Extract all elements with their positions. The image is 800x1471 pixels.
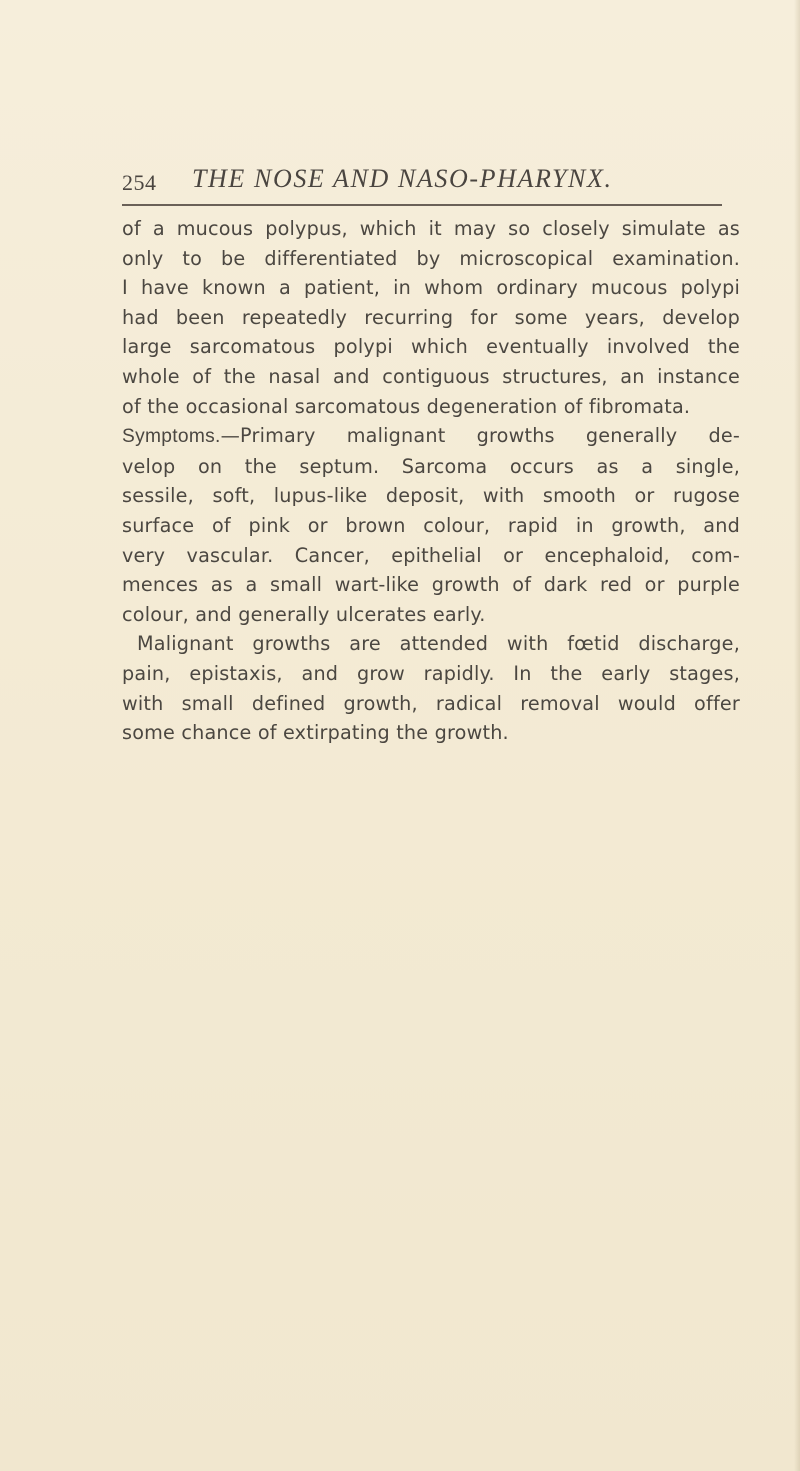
text-line: with small defined growth, radical removal would offer [122, 691, 740, 715]
text-line-rest: —Primary malignant growths generally de- [220, 424, 740, 448]
body-text [122, 214, 740, 748]
text-line: of the occasional sarcomatous degeneration of fibromata. [122, 394, 691, 418]
page-header [122, 164, 722, 200]
text-line: whole of the nasal and contiguous structures, an instance [122, 364, 740, 388]
paragraph-pathology-continued [122, 214, 740, 421]
text-line: pain, epistaxis, and grow rapidly. In the early stages, [122, 661, 740, 685]
page-number: 254 [122, 170, 157, 195]
header-rule [122, 204, 722, 206]
paragraph-symptoms [122, 421, 740, 629]
text-line: had been repeatedly recurring for some years, develop [122, 305, 740, 329]
text-line [122, 421, 740, 452]
text-line: large sarcomatous polypi which eventually involved the [122, 335, 740, 359]
text-line: Malignant growths are attended with fœtid discharge, [137, 632, 740, 656]
text-line: mences as a small wart-like growth of dark red or purple [122, 573, 740, 597]
running-title: THE NOSE AND NASO-PHARYNX. [192, 164, 613, 193]
text-line: only to be differentiated by microscopical examination. [122, 246, 740, 270]
paragraph-malignant-growths [122, 629, 740, 747]
text-line: sessile, soft, lupus-like deposit, with smooth or rugose [122, 484, 740, 508]
text-line: very vascular. Cancer, epithelial or encephaloid, com- [122, 543, 740, 567]
text-line: surface of pink or brown colour, rapid in growth, and [122, 513, 740, 537]
text-line: of a mucous polypus, which it may so closely simulate as [122, 217, 740, 240]
symptoms-heading: Symptoms. [122, 426, 221, 448]
text-line: some chance of extirpating the growth. [122, 721, 509, 745]
text-line: colour, and generally ulcerates early. [122, 602, 486, 626]
text-line: velop on the septum. Sarcoma occurs as a single, [122, 454, 740, 478]
text-line: I have known a patient, in whom ordinary mucous polypi [122, 276, 740, 300]
page-edge-shadow [794, 0, 800, 1471]
